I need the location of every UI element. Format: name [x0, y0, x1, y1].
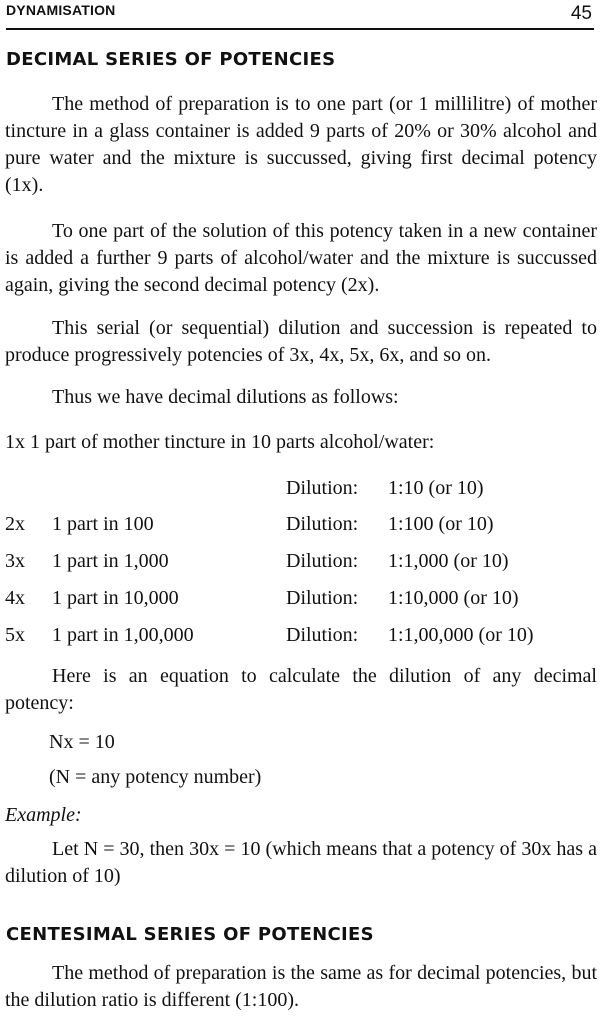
row-potency: 5x [5, 624, 25, 646]
running-header [6, 0, 594, 30]
paragraph-centesimal-method: The method of preparation is the same as for decimal potencies, but the dilution ratio is different (1:100). [5, 962, 597, 1011]
row-dilution-value: 1:10 (or 10) [388, 477, 484, 499]
paragraph-second-potency: To one part of the solution of this potency taken in a new container is added a further 9 parts of alcohol/water and the mixture is succussed again, giving the second decimal potency (2x). [5, 220, 597, 296]
row-parts: 1 part in 1,000 [52, 550, 169, 572]
row-potency: 2x [5, 513, 25, 535]
row-dilution-label: Dilution: [286, 477, 359, 499]
row-potency: 4x [5, 587, 25, 609]
row-dilution-label: Dilution: [286, 550, 359, 572]
running-head-title: DYNAMISATION [6, 2, 116, 18]
row-dilution-value: 1:1,00,000 (or 10) [388, 624, 534, 646]
example-label: Example: [5, 804, 82, 826]
row-parts: 1 part in 1,00,000 [52, 624, 194, 646]
paragraph-method: The method of preparation is to one part (or 1 millilitre) of mother tincture in a glass container is added 9 parts of 20% or 30% alcohol and pure water and the mixture is succussed, giving first decimal potency (1x). [5, 93, 597, 196]
page-number: 45 [570, 3, 592, 24]
table-intro-line: 1x 1 part of mother tincture in 10 parts alcohol/water: [5, 431, 435, 453]
row-dilution-label: Dilution: [286, 587, 359, 609]
equation-note: (N = any potency number) [49, 766, 262, 788]
section-heading-decimal: DECIMAL SERIES OF POTENCIES [6, 49, 336, 70]
row-potency: 3x [5, 550, 25, 572]
row-dilution-label: Dilution: [286, 624, 359, 646]
paragraph-equation-intro: Here is an equation to calculate the dilution of any decimal potency: [5, 665, 597, 714]
equation: Nx = 10 [49, 731, 115, 753]
row-parts: 1 part in 100 [52, 513, 154, 535]
example-text: Let N = 30, then 30x = 10 (which means that a potency of 30x has a dilution of 10) [5, 838, 597, 887]
row-dilution-value: 1:1,000 (or 10) [388, 550, 509, 572]
row-parts: 1 part in 10,000 [52, 587, 179, 609]
paragraph-serial-dilution: This serial (or sequential) dilution and succession is repeated to produce progressively potencies of 3x, 4x, 5x, 6x, and so on. [5, 317, 597, 366]
paragraph-dilutions-intro: Thus we have decimal dilutions as follows: [52, 386, 399, 408]
row-dilution-value: 1:10,000 (or 10) [388, 587, 519, 609]
row-dilution-value: 1:100 (or 10) [388, 513, 494, 535]
row-dilution-label: Dilution: [286, 513, 359, 535]
section-heading-centesimal: CENTESIMAL SERIES OF POTENCIES [6, 924, 374, 945]
